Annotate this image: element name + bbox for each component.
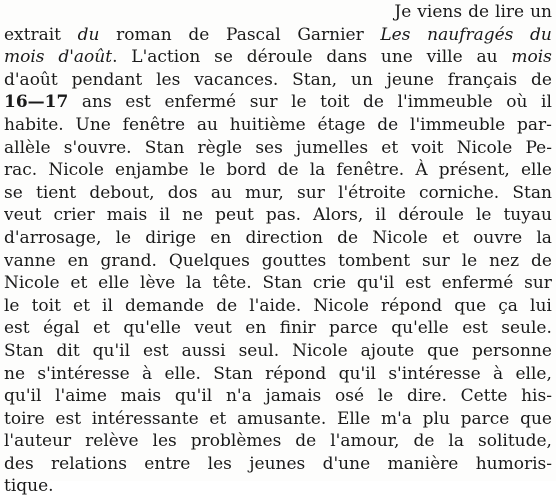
word: tient	[36, 182, 77, 203]
word: elle	[520, 160, 552, 181]
word: elle,	[515, 363, 552, 384]
word: elle	[98, 273, 130, 294]
word: mais	[120, 386, 162, 407]
word: debout,	[89, 182, 155, 203]
word: finir	[279, 318, 316, 339]
word: qu'il	[356, 273, 395, 294]
word: se	[214, 47, 233, 68]
text-line	[4, 227, 552, 250]
word: la	[448, 431, 464, 452]
word: enjambe	[115, 160, 189, 181]
word: personne	[471, 340, 552, 361]
word: et	[442, 227, 459, 248]
word: le	[4, 295, 20, 316]
word: d'août.	[58, 47, 118, 68]
word: règle	[197, 137, 243, 158]
word: L'action	[131, 47, 201, 68]
word: du	[77, 24, 100, 45]
word: en	[210, 227, 232, 248]
word: un	[350, 69, 373, 90]
word: tombent	[338, 250, 411, 271]
word: déroule	[398, 205, 464, 226]
word: ajoute	[360, 340, 415, 361]
word: Nicole	[313, 295, 369, 316]
word: l'aide.	[249, 295, 302, 316]
word: le	[461, 250, 478, 271]
word: d'une	[322, 453, 371, 474]
text-line	[4, 408, 552, 431]
word: parce	[329, 318, 378, 339]
word: le	[475, 205, 492, 226]
word: sur	[297, 182, 325, 203]
text-line	[4, 159, 552, 182]
word: étage	[317, 114, 366, 135]
word: pendant	[71, 69, 143, 90]
word: crie	[312, 273, 347, 294]
word: peut	[215, 205, 254, 226]
text-line	[4, 430, 552, 453]
word: la	[186, 273, 202, 294]
text-line	[4, 340, 552, 363]
word: au	[196, 114, 218, 135]
word: que	[520, 408, 552, 429]
word: relève	[85, 431, 139, 452]
word: extrait	[4, 24, 62, 45]
word: Cette	[460, 386, 508, 407]
word: jamais	[265, 386, 322, 407]
word: osé	[334, 386, 365, 407]
word: Stan	[512, 182, 552, 203]
word: entre	[144, 453, 191, 474]
word: Pe-	[525, 137, 552, 158]
essay-text	[4, 1, 552, 498]
word: de	[468, 2, 490, 22]
word: l'aime	[55, 386, 107, 407]
word: de	[530, 69, 552, 90]
word: veut	[194, 318, 232, 339]
word: et	[73, 295, 90, 316]
word: en	[67, 250, 89, 271]
word: que	[427, 340, 460, 361]
word: du	[530, 24, 552, 45]
word: se	[4, 182, 23, 203]
word: Stan	[262, 273, 303, 294]
word: humoris-	[475, 453, 552, 474]
word: s'intéresse	[388, 363, 481, 384]
word: grand.	[100, 250, 157, 271]
word: plu	[422, 408, 450, 429]
word: ans	[81, 92, 112, 113]
word: de	[188, 24, 210, 45]
text-line	[4, 250, 552, 273]
word: huitième	[229, 114, 306, 135]
word: par-	[517, 114, 552, 135]
word: naufragés	[427, 24, 514, 45]
word: demande	[125, 295, 205, 316]
word: À	[415, 160, 428, 181]
word: qu'elle	[391, 318, 449, 339]
word: une	[380, 47, 413, 68]
text-line	[4, 363, 552, 386]
word: il	[102, 295, 113, 316]
text-line	[4, 295, 552, 318]
word: ça	[498, 295, 518, 316]
word: corniche.	[418, 182, 500, 203]
word: vanne	[4, 250, 56, 271]
word: dans	[326, 47, 368, 68]
word: s'intéresse	[37, 363, 130, 384]
word: est	[4, 318, 30, 339]
word: jumelles	[296, 137, 369, 158]
word: présent,	[438, 160, 510, 181]
word: de	[363, 92, 384, 113]
word: est	[55, 408, 82, 429]
word: les	[207, 453, 232, 474]
word: qu'elle	[123, 318, 181, 339]
word: il	[375, 205, 387, 226]
text-line	[4, 1, 552, 24]
word: elle.	[164, 363, 201, 384]
word: Nicole	[292, 340, 348, 361]
word: pas.	[265, 205, 302, 226]
word: Stan	[144, 137, 185, 158]
word: Pascal	[226, 24, 281, 45]
word: seule.	[501, 318, 552, 339]
word: mais	[106, 205, 148, 226]
word: de	[216, 295, 238, 316]
text-line	[4, 317, 552, 340]
word: viens	[417, 2, 463, 22]
word: problèmes	[190, 431, 282, 452]
word: qu'il	[4, 386, 42, 407]
text-line	[4, 475, 552, 498]
word: dire.	[406, 386, 447, 407]
word: les	[156, 69, 181, 90]
word: Nicole	[372, 227, 428, 248]
text-line	[4, 24, 552, 47]
word: manière	[387, 453, 459, 474]
word: toit	[320, 92, 350, 113]
word: sur	[249, 92, 278, 113]
word: aussi	[181, 340, 226, 361]
word: à	[142, 363, 153, 384]
word: la	[309, 160, 326, 181]
word: s'ouvre.	[63, 137, 132, 158]
word: m'a	[381, 408, 412, 429]
word: sur	[421, 250, 450, 271]
word: l'immeuble	[410, 114, 506, 135]
word: dos	[167, 182, 198, 203]
word: his-	[521, 386, 552, 407]
word: Stan	[213, 363, 253, 384]
word: rac.	[4, 160, 38, 181]
word: le	[377, 386, 394, 407]
word: l'auteur	[4, 431, 72, 452]
word: lève	[140, 273, 176, 294]
word: mur,	[245, 182, 284, 203]
word: le	[291, 92, 307, 113]
word: la	[536, 227, 552, 248]
text-line	[4, 69, 552, 92]
word: nez	[489, 250, 520, 271]
word: de	[413, 431, 435, 452]
text-line	[4, 385, 552, 408]
word: toire	[4, 408, 45, 429]
word: est	[125, 92, 151, 113]
word: qu'il	[338, 363, 376, 384]
word: répond	[381, 295, 443, 316]
word: le	[199, 160, 216, 181]
word: tête.	[212, 273, 252, 294]
word: enfermé	[164, 92, 237, 113]
word: gouttes	[261, 250, 327, 271]
word: sur	[524, 273, 552, 294]
word: direction	[245, 227, 323, 248]
word: Nicole	[456, 137, 513, 158]
word: au	[210, 182, 232, 203]
word: tuyau	[503, 205, 552, 226]
word: n'a	[225, 386, 252, 407]
word: et	[93, 318, 110, 339]
word: et	[209, 408, 227, 429]
word: veut	[4, 205, 42, 226]
word: vacances.	[194, 69, 279, 90]
word: d'août	[4, 69, 58, 90]
word: intéressante	[91, 408, 199, 429]
word: seul.	[238, 340, 280, 361]
word: solitude,	[478, 431, 552, 452]
word: amusante.	[236, 408, 327, 429]
word: Elle	[336, 408, 371, 429]
word: et	[381, 137, 399, 158]
text-line	[4, 453, 552, 476]
word: mois	[511, 47, 552, 68]
word: parce	[460, 408, 510, 429]
word: Stan	[4, 340, 44, 361]
word: en	[245, 318, 267, 339]
word: les	[152, 431, 177, 452]
word: dirige	[145, 227, 197, 248]
text-line	[4, 137, 552, 160]
word: ville	[426, 47, 463, 68]
word: ouvre	[473, 227, 523, 248]
word: de	[377, 114, 399, 135]
word: l'immeuble	[397, 92, 493, 113]
word: jeune	[386, 69, 434, 90]
word: enfermé	[441, 273, 514, 294]
word: est	[405, 273, 431, 294]
word: voit	[411, 137, 444, 158]
word: fenêtre	[122, 114, 186, 135]
word: à	[493, 363, 504, 384]
text-line	[4, 182, 552, 205]
word: de	[337, 227, 359, 248]
word: de	[530, 250, 552, 271]
word: ne	[4, 363, 26, 384]
word: allèle	[4, 137, 51, 158]
word: l'étroite	[338, 182, 406, 203]
word: au	[476, 47, 498, 68]
word: dit	[56, 340, 80, 361]
word: roman	[116, 24, 172, 45]
text-line	[4, 91, 552, 114]
word: qu'il	[92, 340, 131, 361]
word: toit	[31, 295, 61, 316]
word: fenêtre.	[336, 160, 405, 181]
word: des	[4, 453, 34, 474]
word: jeunes	[249, 453, 306, 474]
word: Une	[75, 114, 111, 135]
word: d'arrosage,	[4, 227, 102, 248]
word: qu'il	[174, 386, 213, 407]
word: il	[159, 205, 171, 226]
word: mois	[4, 47, 45, 68]
word: de	[295, 431, 317, 452]
word: 16—17	[4, 92, 69, 113]
word: est	[143, 340, 169, 361]
word: français	[447, 69, 518, 90]
word: lire	[495, 2, 525, 22]
word: et	[70, 273, 88, 294]
word: l'amour,	[330, 431, 400, 452]
word: Les	[380, 24, 411, 45]
word: Alors,	[313, 205, 364, 226]
word: répond	[265, 363, 327, 384]
text-line	[4, 114, 552, 137]
word: Stan,	[292, 69, 338, 90]
word: Je	[394, 2, 412, 22]
word: lui	[530, 295, 552, 316]
word: habite.	[4, 114, 64, 135]
word: le	[115, 227, 132, 248]
word: que	[454, 295, 487, 316]
word: crier	[53, 205, 95, 226]
word: Garnier	[297, 24, 364, 45]
text-line	[4, 272, 552, 295]
word: où	[506, 92, 528, 113]
word: Nicole	[4, 273, 60, 294]
word: il	[541, 92, 552, 113]
word: égal	[43, 318, 80, 339]
text-line	[4, 46, 552, 69]
word: ses	[255, 137, 283, 158]
word: est	[462, 318, 488, 339]
word: bord	[226, 160, 267, 181]
word: de	[277, 160, 299, 181]
word: un	[530, 2, 552, 22]
word: Quelques	[168, 250, 250, 271]
word: Nicole	[48, 160, 104, 181]
text-line	[4, 204, 552, 227]
word: relations	[51, 453, 127, 474]
word: déroule	[246, 47, 313, 68]
word: ne	[182, 205, 204, 226]
word: tique.	[4, 476, 54, 497]
